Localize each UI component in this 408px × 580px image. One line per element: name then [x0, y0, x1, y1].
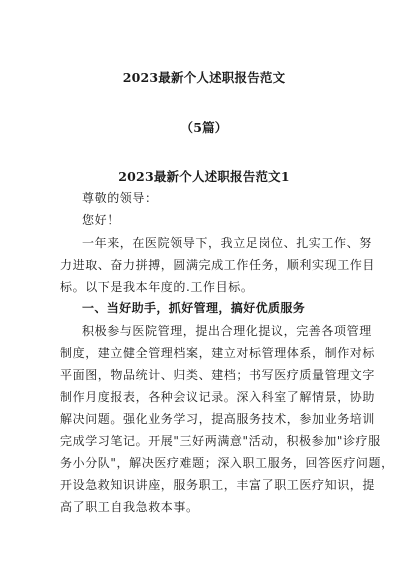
document-title: 2023最新个人述职报告范文 — [122, 70, 286, 85]
body-line: 制度，建立健全管理档案，建立对标管理体系，制作对标 — [60, 346, 376, 360]
salutation: 尊敬的领导： — [82, 191, 158, 205]
body-line: 积极参与医院管理，提出合理化提议，完善各项管理 — [82, 324, 372, 338]
intro-line: 标。以下是我本年度的.工作目标。 — [60, 280, 254, 294]
body-line: 务小分队"，解决医疗难题；深入职工服务，回答医疗问题， — [60, 456, 394, 470]
body-line: 开设急救知识讲座，服务职工，丰富了职工医疗知识，提 — [60, 478, 376, 492]
body-line: 平面图，物品统计、归类、建档；书写医疗质量管理文字 — [60, 368, 376, 382]
intro-line: 一年来，在医院领导下，我立足岗位、扎实工作、努 — [82, 236, 372, 250]
greeting: 您好！ — [82, 213, 120, 227]
intro-line: 力进取、奋力拼搏，圆满完成工作任务，顺利实现工作目 — [60, 258, 376, 272]
document-subtitle: 2023最新个人述职报告范文1 — [118, 169, 290, 184]
section-heading: 一、当好助手，抓好管理，搞好优质服务 — [82, 301, 306, 315]
body-line: 解决问题。强化业务学习，提高服务技术，参加业务培训 — [60, 412, 376, 426]
body-line: 制作月度报表，各种会议记录。深入科室了解情景，协助 — [60, 390, 376, 404]
body-line: 完成学习笔记。开展"三好两满意"活动，积极参加"诊疗服 — [60, 434, 381, 448]
body-line: 高了职工自我急救本事。 — [60, 500, 199, 514]
document-count: （5篇） — [180, 120, 228, 135]
